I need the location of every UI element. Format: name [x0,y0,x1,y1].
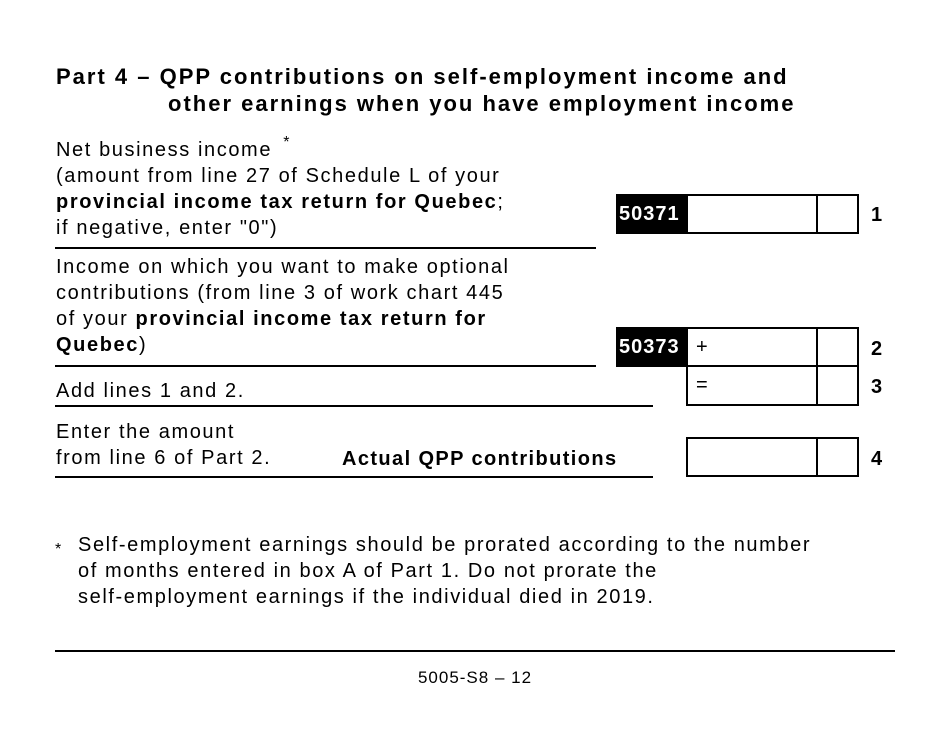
line2-text3 [56,306,487,332]
line2-code: 50373 [616,327,688,367]
line1-amount-field[interactable] [686,194,859,234]
line4-amount-field[interactable] [686,437,859,477]
line1-text3-rest: ; [497,191,505,213]
part-title-line2: other earnings when you have employment income [168,91,796,116]
line3-text: Add lines 1 and 2. [56,380,245,402]
line2-text1: Income on which you want to make optional [56,256,510,278]
line4-cents-divider [816,437,818,477]
line1-text3-bold: provincial income tax return for Quebec [56,191,498,213]
line3-amount-field[interactable] [686,365,859,406]
line1-text3 [56,189,505,215]
line1-number: 1 [871,204,883,226]
line3-rule [55,405,653,407]
line1-label [56,134,292,165]
line1-code: 50371 [616,194,688,234]
line4-text1: Enter the amount [56,421,236,443]
line3-number: 3 [871,376,883,398]
page-number: 5005-S8 – 12 [417,668,533,687]
footnote-marker: * [55,541,63,558]
line2-text4 [56,332,147,358]
line2-text4-rest: ) [138,334,148,356]
footnote-line1: Self-employment earnings should be prorated according to the number [78,534,812,556]
line2-rule [55,365,596,367]
line4-number: 4 [871,448,883,470]
line2-text3-bold: provincial income tax return for [135,308,487,330]
part-title-line1: Part 4 – QPP contributions on self-employment income and [56,64,789,89]
line2-text2: contributions (from line 3 of work chart 445 [56,282,505,304]
line4-text2: from line 6 of Part 2. [56,447,272,469]
line4-label: Actual QPP contributions [342,448,618,470]
line2-cents-divider [816,327,818,367]
line1-cents-divider [816,194,818,234]
line2-number: 2 [871,338,883,360]
line2-text3-plain: of your [56,308,136,330]
line3-cents-divider [816,365,818,406]
line3-equals-sign: = [696,374,708,396]
line2-plus-sign: + [696,336,708,358]
line2-text4-bold: Quebec [56,334,139,356]
line1-text4: if negative, enter "0") [56,217,279,239]
footnote-line3: self-employment earnings if the individual died in 2019. [78,586,655,608]
line4-rule [55,476,653,478]
line1-rule [55,247,596,249]
line1-text1: Net business income [56,139,273,161]
line2-amount-field[interactable] [686,327,859,367]
line1-text2: (amount from line 27 of Schedule L of your [56,165,501,187]
footer-rule [55,650,895,652]
line1-asterisk: * [283,134,292,151]
footnote-line2: of months entered in box A of Part 1. Do not prorate the [78,560,658,582]
